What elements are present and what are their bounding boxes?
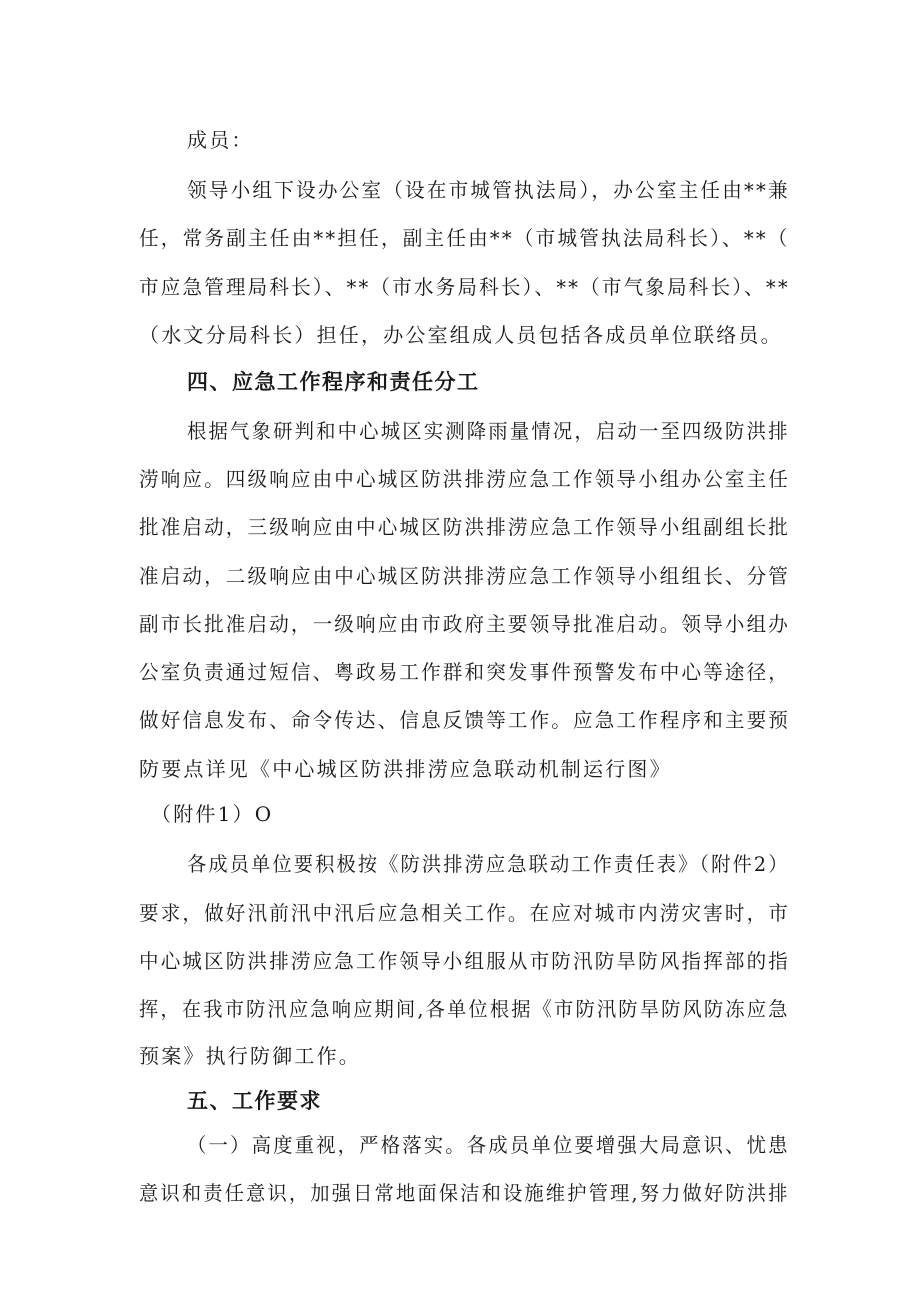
paragraph-line: 副市长批准启动，一级响应由市政府主要领导批准启动。领导小组办 bbox=[139, 612, 790, 636]
paragraph-line: 涝响应。四级响应由中心城区防洪排涝应急工作领导小组办公室主任 bbox=[139, 467, 790, 491]
paragraph-line: 要求，做好汛前汛中汛后应急相关工作。在应对城市内涝灾害时，市 bbox=[139, 901, 790, 925]
paragraph-line: 任，常务副主任由**担任，副主任由**（市城管执法局科长）、**（ bbox=[139, 226, 790, 250]
paragraph-line: 中心城区防洪排涝应急工作领导小组服从市防汛防旱防风指挥部的指 bbox=[139, 949, 790, 973]
paragraph-line: 准启动，二级响应由中心城区防洪排涝应急工作领导小组组长、分管 bbox=[139, 564, 790, 588]
paragraph-line: 各成员单位要积极按《防洪排涝应急联动工作责任表》（附件2） bbox=[187, 852, 790, 876]
paragraph-line: 防要点详见《中心城区防洪排涝应急联动机制运行图》 bbox=[139, 757, 672, 781]
paragraph-line: 根据气象研判和中心城区实测降雨量情况，启动一至四级防洪排 bbox=[187, 419, 790, 443]
paragraph-line: 意识和责任意识，加强日常地面保洁和设施维护管理,努力做好防洪排 bbox=[139, 1181, 790, 1205]
attachment-reference: （附件1）O bbox=[151, 802, 274, 826]
paragraph-line: 领导小组下设办公室（设在市城管执法局），办公室主任由**兼 bbox=[187, 178, 790, 202]
paragraph-line: （水文分局科长）担任，办公室组成人员包括各成员单位联络员。 bbox=[139, 323, 783, 347]
paragraph-line: 市应急管理局科长）、**（市水务局科长）、**（市气象局科长）、** bbox=[139, 275, 790, 299]
section-heading: 五、工作要求 bbox=[187, 1089, 322, 1113]
section-heading: 四、应急工作程序和责任分工 bbox=[187, 370, 480, 394]
paragraph-line: 预案》执行防御工作。 bbox=[139, 1044, 361, 1068]
paragraph-line: 批准启动，三级响应由中心城区防洪排涝应急工作领导小组副组长批 bbox=[139, 515, 790, 539]
paragraph-line: （一）高度重视，严格落实。各成员单位要增强大局意识、忧患 bbox=[187, 1133, 790, 1157]
paragraph-line: 挥，在我市防汛应急响应期间,各单位根据《市防汛防旱防风防冻应急 bbox=[139, 997, 790, 1021]
paragraph-line: 公室负责通过短信、粤政易工作群和突发事件预警发布中心等途径， bbox=[139, 660, 790, 684]
paragraph-line: 成员： bbox=[187, 128, 254, 152]
paragraph-line: 做好信息发布、命令传达、信息反馈等工作。应急工作程序和主要预 bbox=[139, 708, 790, 732]
